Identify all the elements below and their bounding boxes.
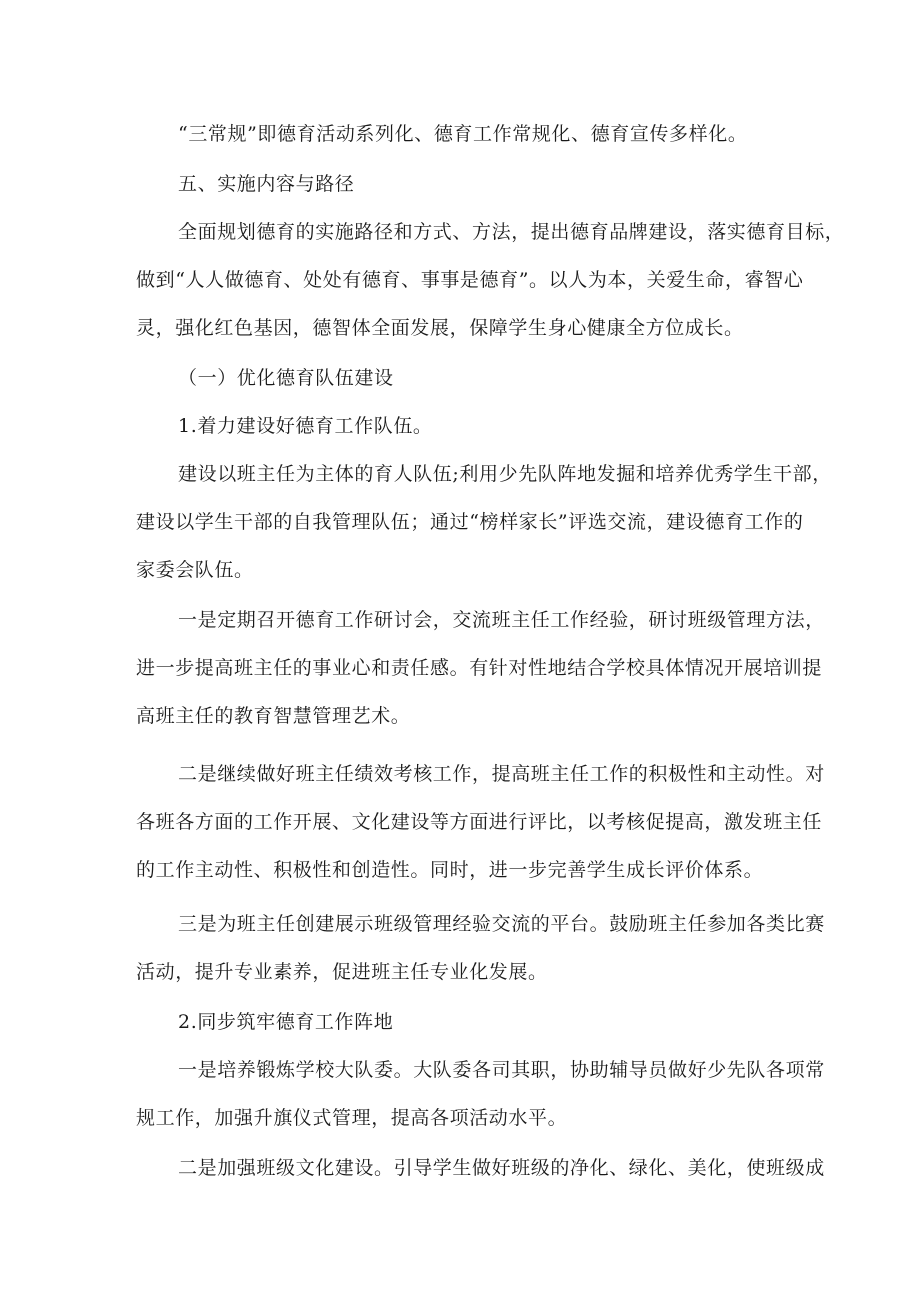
subsection-heading-1: （一）优化德育队伍建设 [178,367,394,389]
paragraph-line: 全面规划德育的实施路径和方式、方法，提出德育品牌建设，落实德育目标， [178,221,845,243]
paragraph-line: 家委会队伍。 [136,559,254,581]
item-heading-2: 2.同步筑牢德育工作阵地 [178,1011,394,1033]
paragraph-line: 三是为班主任创建展示班级管理经验交流的平台。鼓励班主任参加各类比赛 [178,913,825,935]
paragraph-line: 进一步提高班主任的事业心和责任感。有针对性地结合学校具体情况开展培训提 [136,657,823,679]
paragraph-line: 灵，强化红色基因，德智体全面发展，保障学生身心健康全方位成长。 [136,317,744,339]
paragraph-line: 二是继续做好班主任绩效考核工作，提高班主任工作的积极性和主动性。对 [178,763,825,785]
paragraph-line: 一是培养锻炼学校大队委。大队委各司其职，协助辅导员做好少先队各项常 [178,1059,825,1081]
paragraph-line: 一是定期召开德育工作研讨会，交流班主任工作经验，研讨班级管理方法， [178,609,825,631]
paragraph-line: 建设以班主任为主体的育人队伍;利用少先队阵地发掘和培养优秀学生干部， [178,463,832,485]
paragraph-line: 的工作主动性、积极性和创造性。同时，进一步完善学生成长评价体系。 [136,859,764,881]
paragraph-line: 活动，提升专业素养，促进班主任专业化发展。 [136,961,548,983]
paragraph-line: 各班各方面的工作开展、文化建设等方面进行评比，以考核促提高，激发班主任 [136,811,823,833]
paragraph-line: 规工作，加强升旗仪式管理，提高各项活动水平。 [136,1107,568,1129]
item-heading-1: 1.着力建设好德育工作队伍。 [178,415,433,437]
paragraph-line: 建设以学生干部的自我管理队伍；通过“榜样家长”评选交流，建设德育工作的 [136,511,804,533]
paragraph-line: 做到“人人做德育、处处有德育、事事是德育”。以人为本，关爱生命，睿智心 [136,269,804,291]
paragraph-line: 高班主任的教育智慧管理艺术。 [136,705,411,727]
section-heading-five: 五、实施内容与路径 [178,173,355,195]
paragraph-line: 二是加强班级文化建设。引导学生做好班级的净化、绿化、美化，使班级成 [178,1157,825,1179]
paragraph-three-routines: “三常规”即德育活动系列化、德育工作常规化、德育宣传多样化。 [178,123,748,145]
